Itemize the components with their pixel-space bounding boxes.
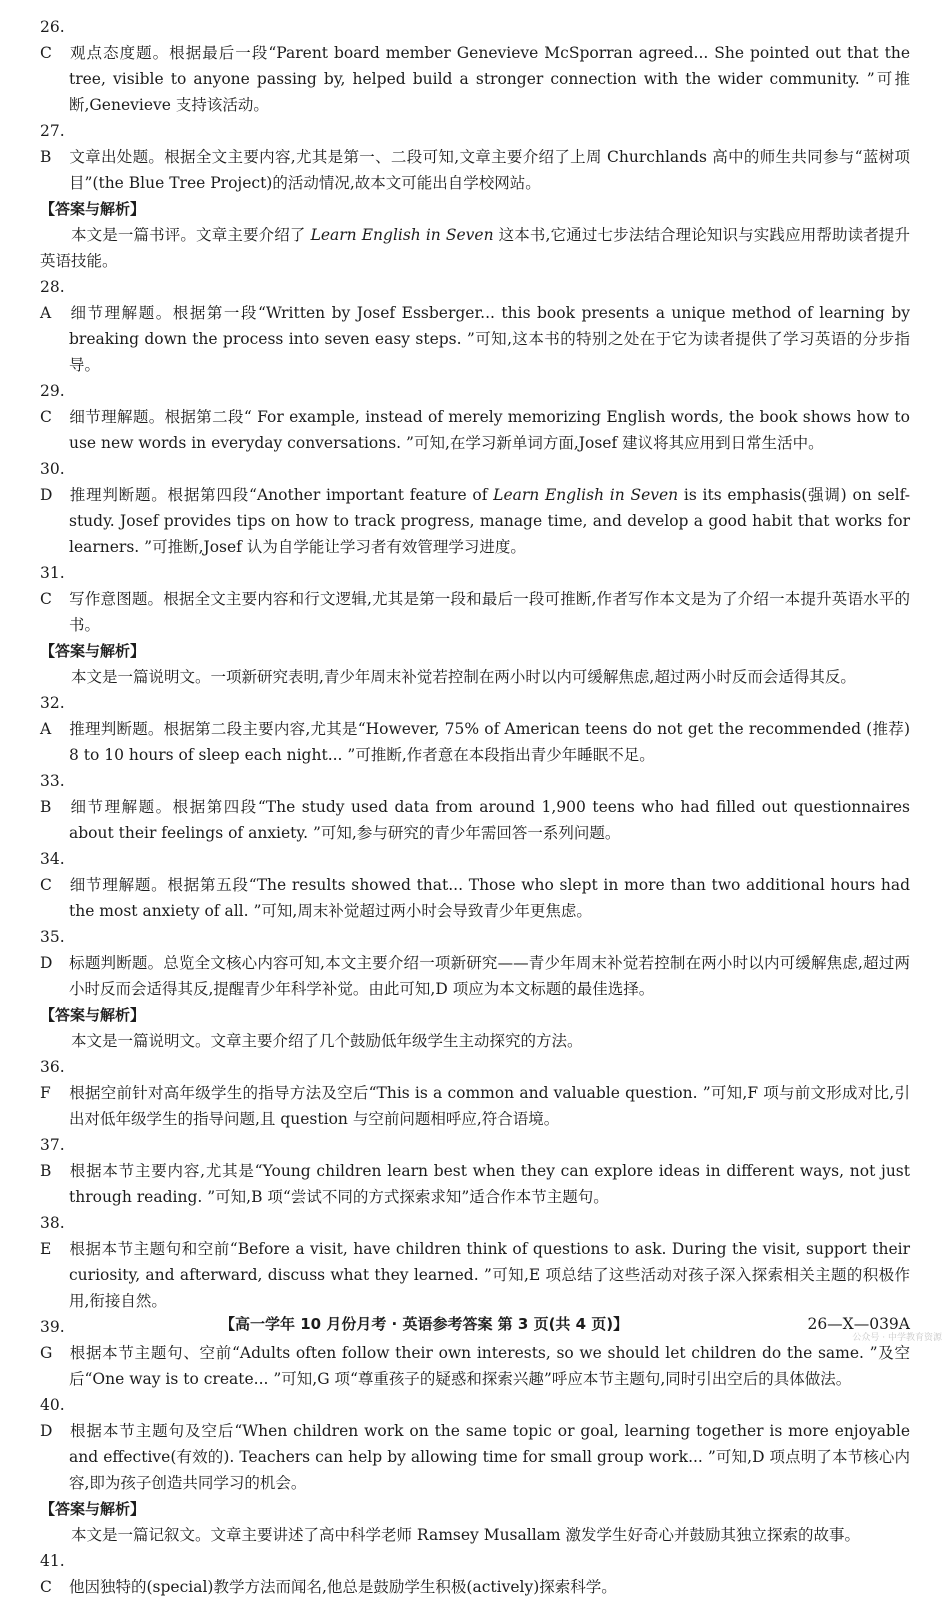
answer-number: 41. C xyxy=(40,1552,65,1596)
answer-number: 27. B xyxy=(40,122,65,166)
book-title: Learn English in Seven xyxy=(310,226,494,244)
answer-item-28 xyxy=(40,274,910,378)
answer-explanation: 标题判断题。总览全文核心内容可知,本文主要介绍一项新研究——青少年周末补觉若控制在两小时以内可缓解焦虑,超过两小时反而会适得其反,提醒青少年科学补觉。由此可知,D 项应为本文标题的最佳选择。 xyxy=(69,954,910,998)
answer-item-37 xyxy=(40,1132,910,1210)
answer-number: 36. F xyxy=(40,1058,65,1102)
answer-number: 28. A xyxy=(40,278,65,322)
answer-item-29 xyxy=(40,378,910,456)
answer-number: 35. D xyxy=(40,928,65,972)
watermark: 公众号 · 中学教育资源 xyxy=(852,1333,942,1343)
answer-item-34 xyxy=(40,846,910,924)
answer-number: 34. C xyxy=(40,850,65,894)
answer-number: 26. C xyxy=(40,18,65,62)
answer-number: 31. C xyxy=(40,564,65,608)
answer-explanation: is its emphasis(强调) on self-study. Josef provides tips on how to track progress, manage time, and develop a good habit that works for learners. ”可推断,Josef 认为自学能让学习者有效管理学习进度。 xyxy=(69,486,910,556)
section-heading-e: 【答案与解析】 xyxy=(40,1500,146,1518)
answer-explanation: 细节理解题。根据第四段“The study used data from around 1,900 teens who had filled out questionnaires about their feelings of anxiety. ”可知,参与研究的青少年需回答一系列问题。 xyxy=(69,798,910,842)
answer-number: 37. B xyxy=(40,1136,65,1180)
answer-number: 38. E xyxy=(40,1214,65,1258)
answer-number: 39. G xyxy=(40,1318,65,1362)
book-title: Learn English in Seven xyxy=(493,486,679,504)
answer-item-27 xyxy=(40,118,910,196)
answer-item-33 xyxy=(40,768,910,846)
answer-explanation: 文章出处题。根据全文主要内容,尤其是第一、二段可知,文章主要介绍了上周 Churchlands 高中的师生共同参与“蓝树项目”(the Blue Tree Project)的活动情况,故本文可能出自学校网站。 xyxy=(69,148,910,192)
section-intro-e: 本文是一篇记叙文。文章主要讲述了高中科学老师 Ramsey Musallam 激发学生好奇心并鼓励其独立探索的故事。 xyxy=(71,1526,861,1544)
answer-explanation: 推理判断题。根据第四段“Another important feature of xyxy=(69,486,494,504)
answer-item-36 xyxy=(40,1054,910,1132)
answer-item-41 xyxy=(40,1548,910,1600)
answer-number: 32. A xyxy=(40,694,65,738)
page-footer xyxy=(40,1311,910,1337)
answer-item-40 xyxy=(40,1392,910,1496)
section-intro-d: 本文是一篇说明文。文章主要介绍了几个鼓励低年级学生主动探究的方法。 xyxy=(71,1032,583,1050)
answer-explanation: 细节理解题。根据第二段“ For example, instead of merely memorizing English words, the book shows how to use new words in everyday conversations. ”可知,在学习新单词方面,Josef 建议将其应用到日常生活中。 xyxy=(69,408,910,452)
section-heading-d: 【答案与解析】 xyxy=(40,1006,146,1024)
answer-item-26 xyxy=(40,14,910,118)
answer-number: 40. D xyxy=(40,1396,65,1440)
footer-title: 【高一学年 10 月份月考 · 英语参考答案 第 3 页(共 4 页)】 xyxy=(220,1315,629,1333)
answer-explanation: 细节理解题。根据第一段“Written by Josef Essberger... this book presents a unique method of learning by breaking down the process into seven easy steps. ”可知,这本书的特别之处在于它为读者提供了学习英语的分步指导。 xyxy=(69,304,910,374)
answer-explanation: 根据本节主题句和空前“Before a visit, have children think of questions to ask. During the visit, support their curiosity, and afterward, discuss what they learned. ”可知,E 项总结了这些活动对孩子深入探索相关主题的积极作用,衔接自然。 xyxy=(69,1240,910,1310)
answer-item-35 xyxy=(40,924,910,1002)
answer-explanation: 根据本节主题句及空后“When children work on the same topic or goal, learning together is more enjoyable and effective(有效的). Teachers can help by allowing time for small group work... ”可知,D 项点明了本节核心内容,即为孩子创造共同学习的机会。 xyxy=(69,1422,910,1492)
answer-explanation: 根据空前针对高年级学生的指导方法及空后“This is a common and valuable question. ”可知,F 项与前文形成对比,引出对低年级学生的指导问题,且 question 与空前问题相呼应,符合语境。 xyxy=(69,1084,910,1128)
answer-item-30 xyxy=(40,456,910,560)
section-heading-b: 【答案与解析】 xyxy=(40,200,146,218)
answer-item-38 xyxy=(40,1210,910,1314)
answer-explanation: 观点态度题。根据最后一段“Parent board member Genevieve McSporran agreed... She pointed out that the tree, visible to anyone passing by, helped build a stronger connection with the wider community. ”可推断,Genevieve 支持该活动。 xyxy=(69,44,910,114)
answer-explanation: 推理判断题。根据第二段主要内容,尤其是“However, 75% of American teens do not get the recommended (推荐) 8 to 10 hours of sleep each night... ”可推断,作者意在本段指出青少年睡眠不足。 xyxy=(69,720,910,764)
answer-number: 29. C xyxy=(40,382,65,426)
page-content xyxy=(40,14,910,1600)
paper-code: 26—X—039A xyxy=(807,1315,910,1333)
section-intro-b: 本文是一篇书评。文章主要介绍了 Learn English in Seven 这本书,它通过七步法结合理论知识与实践应用帮助读者提升英语技能。 xyxy=(40,226,910,270)
answer-explanation: 细节理解题。根据第五段“The results showed that... Those who slept in more than two additional hours had the most anxiety of all. ”可知,周末补觉超过两小时会导致青少年更焦虑。 xyxy=(69,876,910,920)
answer-item-32 xyxy=(40,690,910,768)
answer-explanation: 根据本节主题句、空前“Adults often follow their own interests, so we should let children do the same. ”及空后“One way is to create... ”可知,G 项“尊重孩子的疑惑和探索兴趣”呼应本节主题句,同时引出空后的具体做法。 xyxy=(69,1344,910,1388)
answer-explanation: 他因独特的(special)教学方法而闻名,他总是鼓励学生积极(actively)探索科学。 xyxy=(69,1578,617,1596)
section-heading-c: 【答案与解析】 xyxy=(40,642,146,660)
section-intro-c: 本文是一篇说明文。一项新研究表明,青少年周末补觉若控制在两小时以内可缓解焦虑,超过两小时反而会适得其反。 xyxy=(71,668,856,686)
answer-explanation: 根据本节主要内容,尤其是“Young children learn best when they can explore ideas in different ways, not just through reading. ”可知,B 项“尝试不同的方式探索求知”适合作本节主题句。 xyxy=(69,1162,910,1206)
answer-number: 30. D xyxy=(40,460,65,504)
answer-explanation: 写作意图题。根据全文主要内容和行文逻辑,尤其是第一段和最后一段可推断,作者写作本文是为了介绍一本提升英语水平的书。 xyxy=(69,590,910,634)
answer-number: 33. B xyxy=(40,772,65,816)
answer-item-31 xyxy=(40,560,910,638)
